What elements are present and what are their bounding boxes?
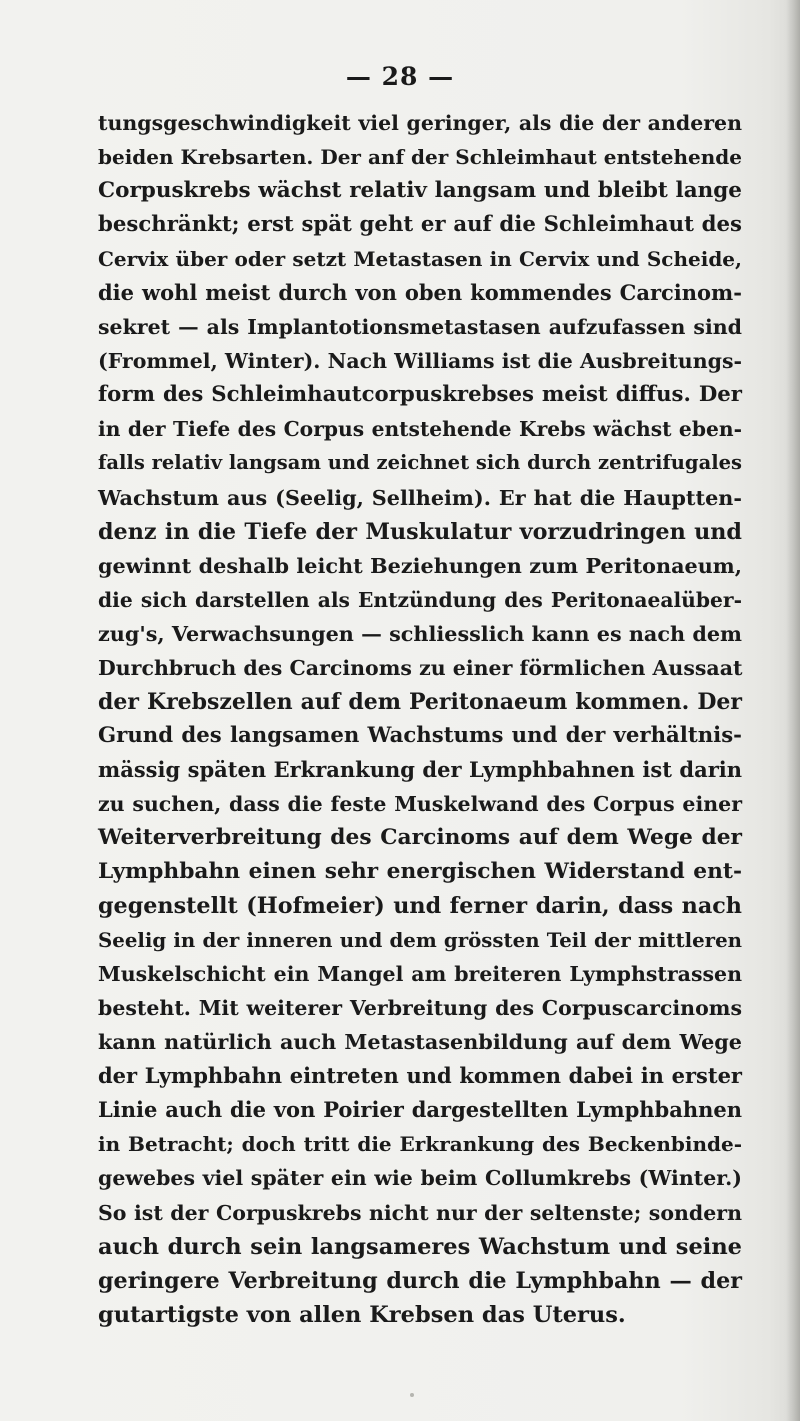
text-line: zu suchen, dass die feste Muskelwand des Corpus einer bbox=[98, 791, 742, 816]
text-line: gewebes viel später ein wie beim Collumkrebs (Winter.) bbox=[98, 1166, 742, 1191]
text-line: Wachstum aus (Seelig, Sellheim). Er hat die Hauptten- bbox=[98, 485, 742, 510]
text-line: mässig späten Erkrankung der Lymphbahnen ist darin bbox=[98, 756, 742, 782]
text-line: die sich darstellen als Entzündung des Peritonaealüber- bbox=[98, 587, 742, 612]
text-line: der Krebszellen auf dem Peritonaeum kommen. Der bbox=[98, 688, 742, 715]
text-line: falls relativ langsam und zeichnet sich durch zentrifugales bbox=[98, 451, 742, 475]
text-line: Muskelschicht ein Mangel am breiteren Lymphstrassen bbox=[98, 962, 742, 987]
paper-speck bbox=[410, 1393, 414, 1397]
text-line: Lymphbahn einen sehr energischen Widerstand ent- bbox=[98, 859, 742, 885]
text-line: Grund des langsamen Wachstums und der verhältnis- bbox=[98, 722, 742, 748]
text-line: sekret — als Implantotionsmetastasen aufzufassen sind bbox=[98, 315, 742, 340]
text-line: tungsgeschwindigkeit viel geringer, als die der anderen bbox=[98, 111, 742, 135]
text-line: besteht. Mit weiterer Verbreitung des Corpuscarcinoms bbox=[98, 996, 742, 1021]
text-line: Durchbruch des Carcinoms zu einer förmlichen Aussaat bbox=[98, 655, 743, 680]
text-line: zug's, Verwachsungen — schliesslich kann es nach dem bbox=[98, 621, 742, 646]
body-text bbox=[98, 106, 742, 1332]
text-line: Corpuskrebs wächst relativ langsam und bleibt lange bbox=[98, 178, 742, 204]
text-line: Seelig in der inneren und dem grössten Teil der mittleren bbox=[98, 928, 742, 953]
text-line: der Lymphbahn eintreten und kommen dabei in erster bbox=[98, 1063, 742, 1089]
text-line: die wohl meist durch von oben kommendes Carcinom- bbox=[98, 280, 742, 306]
text-line: geringere Verbreitung durch die Lymphbahn — der bbox=[98, 1267, 742, 1294]
text-line: Weiterverbreitung des Carcinoms auf dem Wege der bbox=[98, 824, 742, 850]
page-number: — 28 — bbox=[345, 62, 455, 91]
text-line: denz in die Tiefe der Muskulatur vorzudringen und bbox=[98, 518, 742, 545]
text-line: beschränkt; erst spät geht er auf die Schleimhaut des bbox=[98, 212, 742, 238]
text-line: beiden Krebsarten. Der anf der Schleimhaut entstehende bbox=[98, 145, 742, 170]
text-line-last: gutartigste von allen Krebsen das Uterus. bbox=[98, 1301, 626, 1328]
text-line: in der Tiefe des Corpus entstehende Krebs wächst eben- bbox=[98, 417, 742, 442]
text-line: So ist der Corpuskrebs nicht nur der seltenste; sondern bbox=[98, 1200, 742, 1225]
text-line: Cervix über oder setzt Metastasen in Cervix und Scheide, bbox=[98, 247, 742, 272]
text-line: (Frommel, Winter). Nach Williams ist die Ausbreitungs- bbox=[98, 349, 742, 374]
text-line: in Betracht; doch tritt die Erkrankung des Beckenbinde- bbox=[98, 1132, 742, 1157]
text-line: auch durch sein langsameres Wachstum und seine bbox=[98, 1233, 742, 1260]
text-line: kann natürlich auch Metastasenbildung auf dem Wege bbox=[98, 1030, 742, 1055]
text-line: gewinnt deshalb leicht Beziehungen zum Peritonaeum, bbox=[98, 553, 742, 578]
text-line: form des Schleimhautcorpuskrebses meist diffus. Der bbox=[98, 382, 742, 408]
text-line: gegenstellt (Hofmeier) und ferner darin, dass nach bbox=[98, 893, 742, 920]
page-edge-shadow bbox=[786, 0, 800, 1421]
text-line: Linie auch die von Poirier dargestellten Lymphbahnen bbox=[98, 1097, 742, 1123]
